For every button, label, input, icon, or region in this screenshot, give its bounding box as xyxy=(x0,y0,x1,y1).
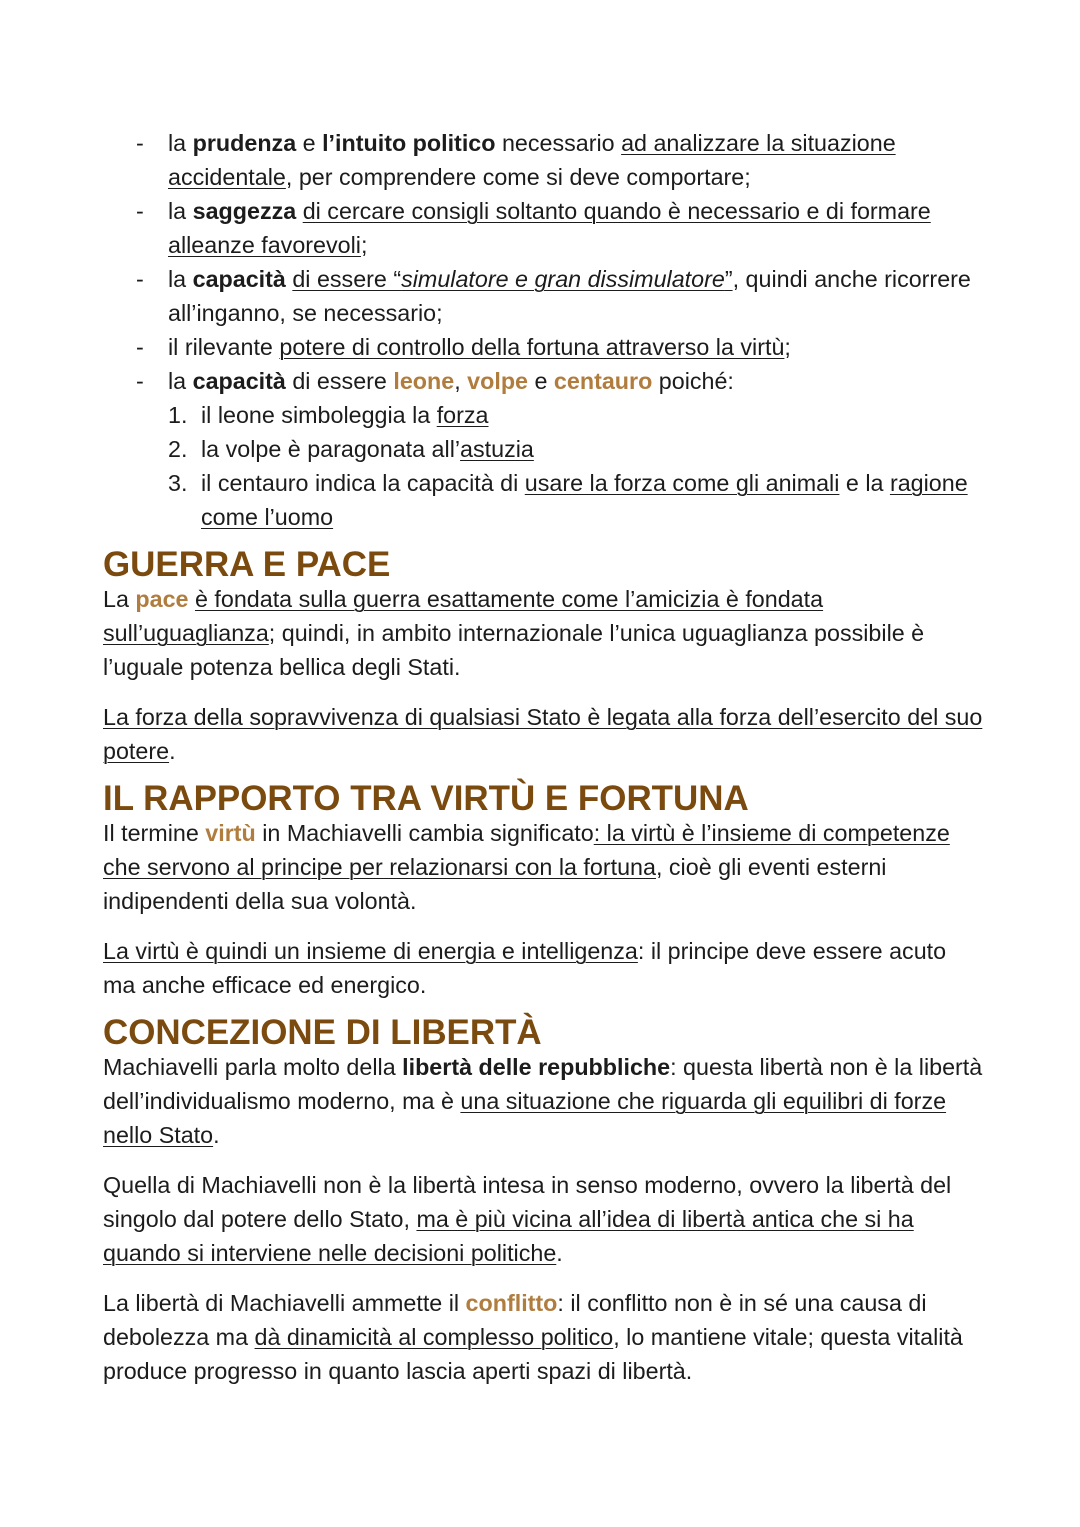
document-content xyxy=(103,126,983,1388)
animal-symbols-list xyxy=(168,398,983,534)
numbered-item: 3. il centauro indica la capacità di usare la forza come gli animali e la ragione come l’uomo xyxy=(168,470,968,530)
section-heading-guerra-e-pace: GUERRA E PACE xyxy=(103,545,391,584)
paragraph: Il termine virtù in Machiavelli cambia significato: la virtù è l’insieme di competenze che servono al principe per relazionarsi con la fortuna, cioè gli eventi esterni indipendenti della sua volontà. xyxy=(103,820,950,914)
section-heading-virtu-fortuna: IL RAPPORTO TRA VIRTÙ E FORTUNA xyxy=(103,779,749,818)
numbered-item: 1. il leone simboleggia la forza xyxy=(168,402,489,428)
list-item: - la capacità di essere “simulatore e gran dissimulatore”, quindi anche ricorrere all’inganno, se necessario; xyxy=(103,262,983,330)
list-item: - la saggezza di cercare consigli soltanto quando è necessario e di formare alleanze favorevoli; xyxy=(103,194,983,262)
paragraph: La virtù è quindi un insieme di energia e intelligenza: il principe deve essere acuto ma anche efficace ed energico. xyxy=(103,938,947,998)
paragraph: La forza della sopravvivenza di qualsiasi Stato è legata alla forza dell’esercito del suo potere. xyxy=(103,704,983,764)
list-item: - la prudenza e l’intuito politico necessario ad analizzare la situazione accidentale, per comprendere come si deve comportare; xyxy=(103,126,983,194)
paragraph: La libertà di Machiavelli ammette il conflitto: il conflitto non è in sé una causa di debolezza ma dà dinamicità al complesso politico, lo mantiene vitale; questa vitalità produce progresso in quanto lascia aperti spazi di libertà. xyxy=(103,1290,963,1384)
numbered-item: 2. la volpe è paragonata all’astuzia xyxy=(168,436,534,462)
paragraph: Quella di Machiavelli non è la libertà intesa in senso moderno, ovvero la libertà del singolo dal potere dello Stato, ma è più vicina all’idea di libertà antica che si ha quando si interviene nelle decisioni politiche. xyxy=(103,1172,952,1266)
prince-qualities-list xyxy=(103,126,983,534)
section-heading-concezione-liberta: CONCEZIONE DI LIBERTÀ xyxy=(103,1013,542,1052)
list-item: - la capacità di essere leone, volpe e centauro poiché: 1. il leone simboleggia la forza 2. la volpe è paragonata all’astuzia 3. il centauro indica la capacità di usare la forza come gli animali e la ragione come l’uomo xyxy=(103,364,983,534)
paragraph: La pace è fondata sulla guerra esattamente come l’amicizia è fondata sull’uguaglianza; quindi, in ambito internazionale l’unica uguaglianza possibile è l’uguale potenza bellica degli Stati. xyxy=(103,586,925,680)
list-item: - il rilevante potere di controllo della fortuna attraverso la virtù; xyxy=(103,330,983,364)
paragraph: Machiavelli parla molto della libertà delle repubbliche: questa libertà non è la libertà dell’individualismo moderno, ma è una situazione che riguarda gli equilibri di forze nello Stato. xyxy=(103,1054,983,1148)
